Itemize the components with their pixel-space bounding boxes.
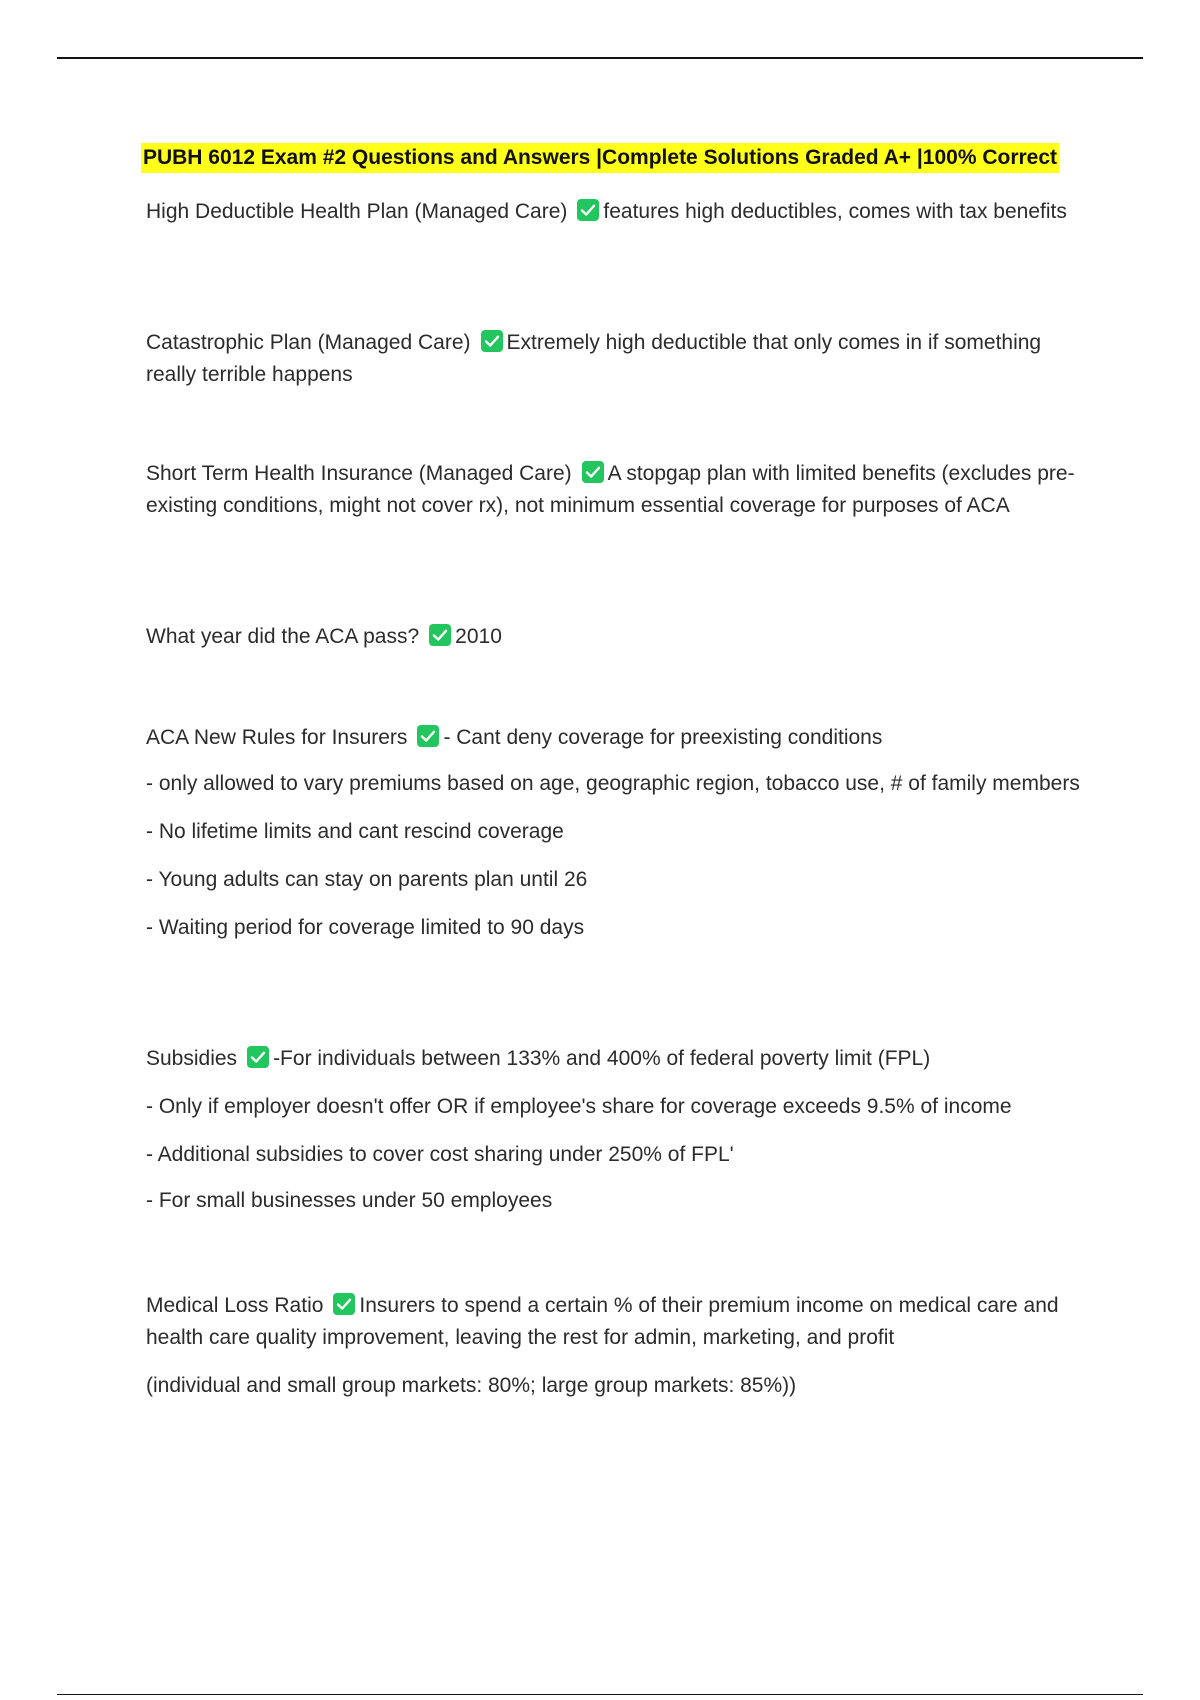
closing-line: (individual and small group markets: 80%; large group markets: 85%)) [146, 1374, 797, 1397]
term: Subsidies [146, 1047, 238, 1070]
term: Catastrophic Plan (Managed Care) [146, 331, 471, 354]
bullet-line: - No lifetime limits and cant rescind coverage [146, 820, 564, 843]
qa-line [146, 621, 1086, 653]
qa-line [146, 1290, 1086, 1354]
qa-entry [146, 327, 1086, 391]
green-check-icon [247, 1046, 269, 1068]
qa-entry [146, 1043, 1086, 1217]
qa-entry [146, 1290, 1086, 1402]
answer: -For individuals between 133% and 400% of federal poverty limit (FPL) [273, 1047, 931, 1070]
qa-line [146, 327, 1086, 391]
bullet-line: - Young adults can stay on parents plan until 26 [146, 868, 588, 891]
qa-line [146, 722, 1086, 754]
bullet-line: - Additional subsidies to cover cost sharing under 250% of FPL' [146, 1143, 734, 1166]
bullet-line: - Waiting period for coverage limited to 90 days [146, 916, 585, 939]
qa-entry [146, 621, 1086, 653]
qa-entry [146, 722, 1086, 944]
answer: Insurers to spend a certain % of their premium income on medical care and health care quality improvement, leaving the rest for admin, marketing, and profit [146, 1294, 1059, 1349]
top-rule [57, 57, 1143, 59]
answer: A stopgap plan with limited benefits (excludes pre-existing conditions, might not cover rx), not minimum essential coverage for purposes of ACA [146, 462, 1075, 517]
qa-line [146, 458, 1086, 522]
qa-entry [146, 196, 1086, 228]
green-check-icon [429, 624, 451, 646]
bullet-line: - only allowed to vary premiums based on age, geographic region, tobacco use, # of family members [146, 772, 1080, 795]
document-title: PUBH 6012 Exam #2 Questions and Answers |Complete Solutions Graded A+ |100% Correct [141, 143, 1059, 173]
qa-line [146, 1043, 1086, 1075]
bullet-line: - Only if employer doesn't offer OR if employee's share for coverage exceeds 9.5% of income [146, 1095, 1012, 1118]
qa-line [146, 196, 1086, 228]
green-check-icon [582, 461, 604, 483]
term: What year did the ACA pass? [146, 625, 420, 648]
answer: features high deductibles, comes with tax benefits [603, 200, 1067, 223]
green-check-icon [417, 725, 439, 747]
bullet-line: - For small businesses under 50 employees [146, 1189, 553, 1212]
green-check-icon [481, 330, 503, 352]
answer: 2010 [455, 625, 502, 648]
answer: - Cant deny coverage for preexisting conditions [443, 726, 883, 749]
title-wrap [0, 143, 1200, 173]
term: Medical Loss Ratio [146, 1294, 324, 1317]
term: Short Term Health Insurance (Managed Care) [146, 462, 572, 485]
qa-entry [146, 458, 1086, 522]
term: ACA New Rules for Insurers [146, 726, 408, 749]
green-check-icon [333, 1293, 355, 1315]
bottom-rule [57, 1694, 1143, 1695]
term: High Deductible Health Plan (Managed Care) [146, 200, 568, 223]
answer: Extremely high deductible that only comes in if something really terrible happens [146, 331, 1042, 386]
green-check-icon [577, 199, 599, 221]
